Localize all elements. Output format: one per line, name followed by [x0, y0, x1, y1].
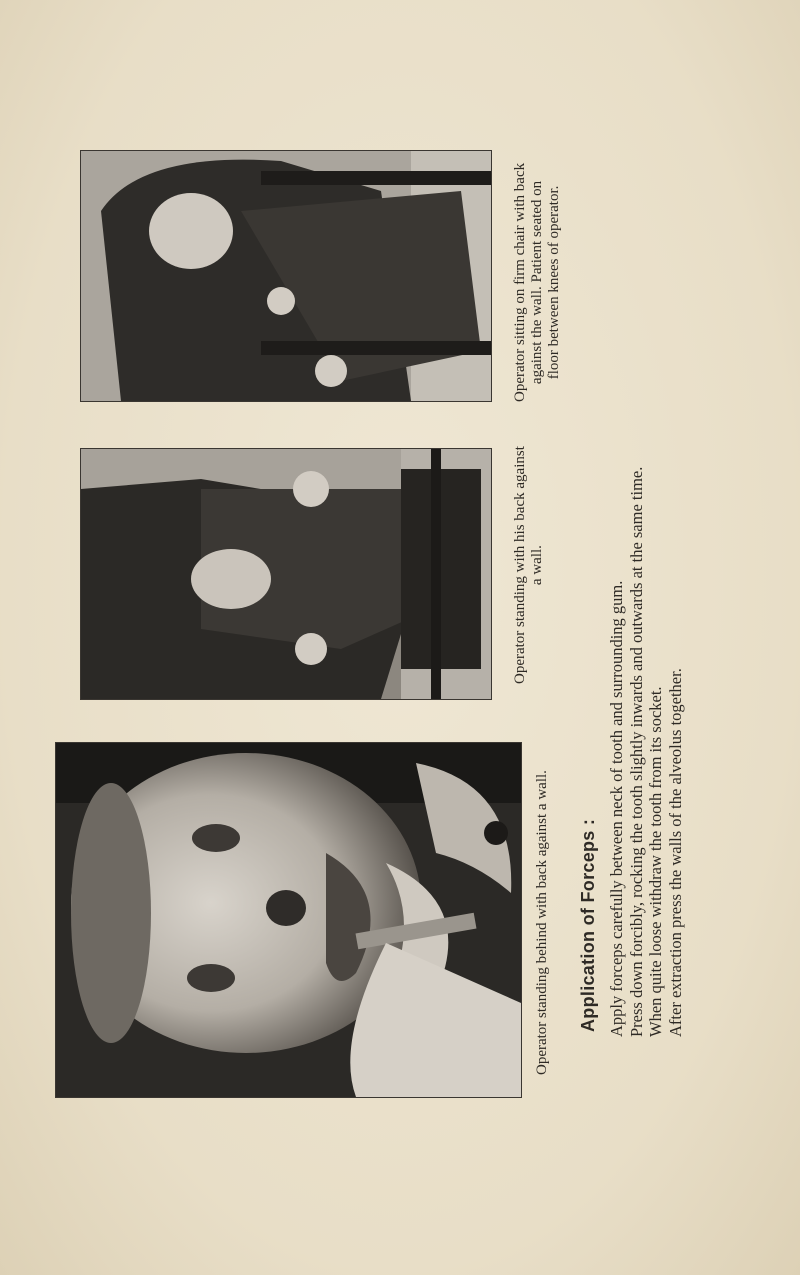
instruction-line-1: Apply forceps carefully between neck of tooth and surrounding gum. — [607, 580, 626, 1037]
application-of-forceps-heading: Application of Forceps : — [578, 818, 598, 1032]
instruction-line-4: After extraction press the walls of the alveolus together. — [665, 668, 685, 1037]
instructions-block — [607, 467, 685, 1037]
instruction-line-3: When quite loose withdraw the tooth from its socket. — [646, 686, 665, 1037]
figure1-caption: Operator standing behind with back against a wall. — [534, 770, 550, 1075]
figure3-caption-line1: Operator sitting on firm chair with back — [512, 162, 528, 402]
figure3-caption-line3: floor between knees of operator. — [546, 185, 562, 380]
figure3-caption-line2: against the wall. Patient seated on — [529, 180, 545, 385]
figure2-caption-block — [512, 446, 546, 684]
figure2-caption-line2: a wall. — [529, 545, 545, 586]
figure2-caption-line1: Operator standing with his back against — [512, 446, 528, 684]
operator-standing-photo — [80, 448, 492, 700]
instruction-line-2: Press down forcibly, rocking the tooth slightly inwards and outwards at the same time. — [626, 466, 646, 1037]
closeup-extraction-photo — [55, 742, 522, 1098]
figure1-caption-block — [534, 770, 551, 1075]
operator-seated-photo — [80, 150, 492, 402]
section-heading — [578, 819, 599, 1032]
figure3-caption-block — [512, 163, 563, 402]
